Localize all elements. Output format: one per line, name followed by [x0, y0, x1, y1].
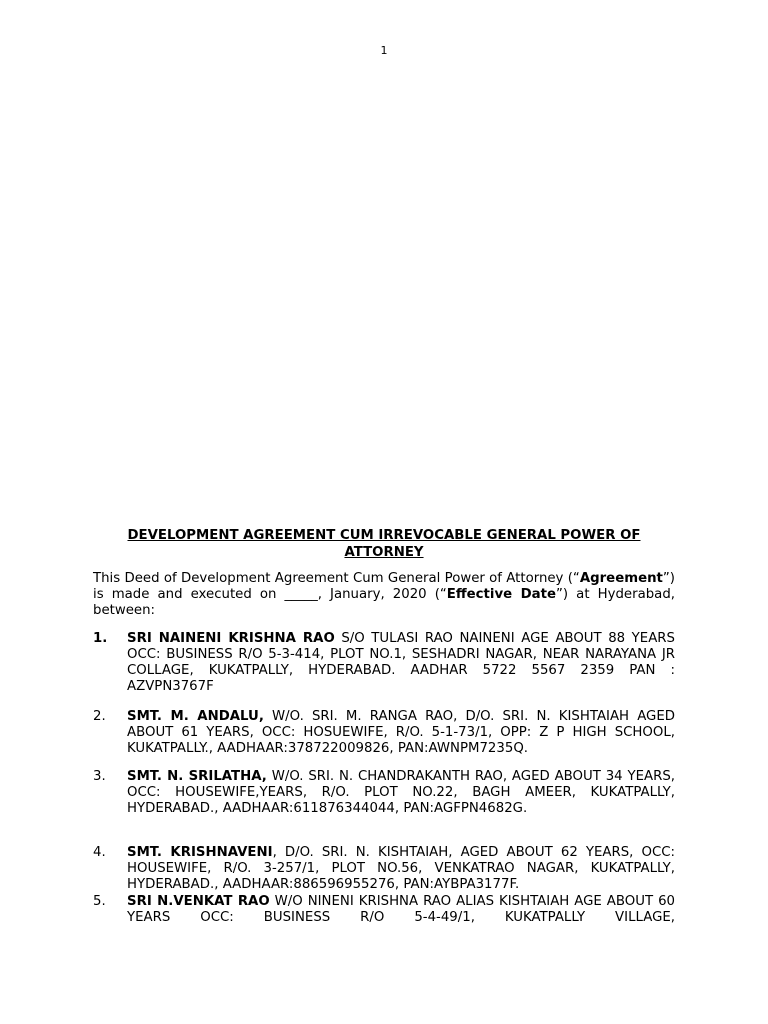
- party-body: [127, 769, 675, 817]
- party-body: [127, 631, 675, 695]
- page-number: 1: [380, 44, 388, 57]
- party-name: SRI N.VENKAT RAO: [127, 894, 270, 909]
- party-name: SMT. N. SRILATHA,: [127, 769, 267, 784]
- party-number: 2.: [93, 709, 106, 724]
- party-body: [127, 894, 675, 926]
- party-number: 4.: [93, 845, 106, 860]
- party-details: , D/O. SRI. N. KISHTAIAH, AGED ABOUT 62 YEARS, OCC: HOUSEWIFE, R/O. 3-257/1, PLOT NO.56, VENKATRAO NAGAR, KUKATPALLY, HYDERABAD., AADHAAR:886596955276, PAN:AYBPA3177F.: [127, 845, 675, 892]
- party-item: [93, 709, 675, 757]
- intro-paragraph: [93, 571, 675, 619]
- intro-text-1: This Deed of Development Agreement Cum General Power of Attorney (“: [93, 571, 580, 586]
- party-body: [127, 709, 675, 757]
- party-name: SMT. M. ANDALU,: [127, 709, 264, 724]
- party-item: [93, 769, 675, 817]
- party-item: [93, 631, 675, 695]
- party-details: S/O TULASI RAO NAINENI AGE ABOUT 88 YEARS OCC: BUSINESS R/O 5-3-414, PLOT NO.1, SESHADRI NAGAR, NEAR NARAYANA JR COLLAGE, KUKATPALLY, HYDERABAD. AADHAR 5722 5567 2359 PAN : AZVPN3767F: [127, 631, 675, 694]
- party-item: [93, 845, 675, 893]
- party-number: 1.: [93, 631, 108, 646]
- party-details: W/O. SRI. M. RANGA RAO, D/O. SRI. N. KISHTAIAH AGED ABOUT 61 YEARS, OCC: HOSUEWIFE, R/O. 5-1-73/1, OPP: Z P HIGH SCHOOL, KUKATPALLY., AADHAAR:378722009826, PAN:AWNPM7235Q.: [127, 709, 676, 756]
- agreement-term: Agreement: [579, 571, 663, 586]
- document-title: DEVELOPMENT AGREEMENT CUM IRREVOCABLE GENERAL POWER OF ATTORNEY: [127, 528, 641, 560]
- intro-text-3: ”) at Hyderabad, between:: [93, 587, 675, 618]
- effective-date-term: Effective Date: [446, 587, 557, 602]
- party-number: 3.: [93, 769, 106, 784]
- party-item: [93, 894, 675, 926]
- party-details: W/O. SRI. N. CHANDRAKANTH RAO, AGED ABOUT 34 YEARS, OCC: HOUSEWIFE,YEARS, R/O. PLOT NO.22, BAGH AMEER, KUKATPALLY, HYDERABAD., AADHAAR:611876344044, PAN:AGFPN4682G.: [127, 769, 675, 816]
- party-name: SMT. KRISHNAVENI: [127, 845, 273, 860]
- party-name: SRI NAINENI KRISHNA RAO: [127, 631, 335, 646]
- party-details: W/O NINENI KRISHNA RAO ALIAS KISHTAIAH AGE ABOUT 60 YEARS OCC: BUSINESS R/O 5-4-49/1, KUKATPALLY VILLAGE,: [127, 894, 675, 925]
- intro-text-2: ”) is made and executed on _____, January, 2020 (“: [93, 571, 675, 602]
- party-number: 5.: [93, 894, 106, 909]
- party-body: [127, 845, 675, 893]
